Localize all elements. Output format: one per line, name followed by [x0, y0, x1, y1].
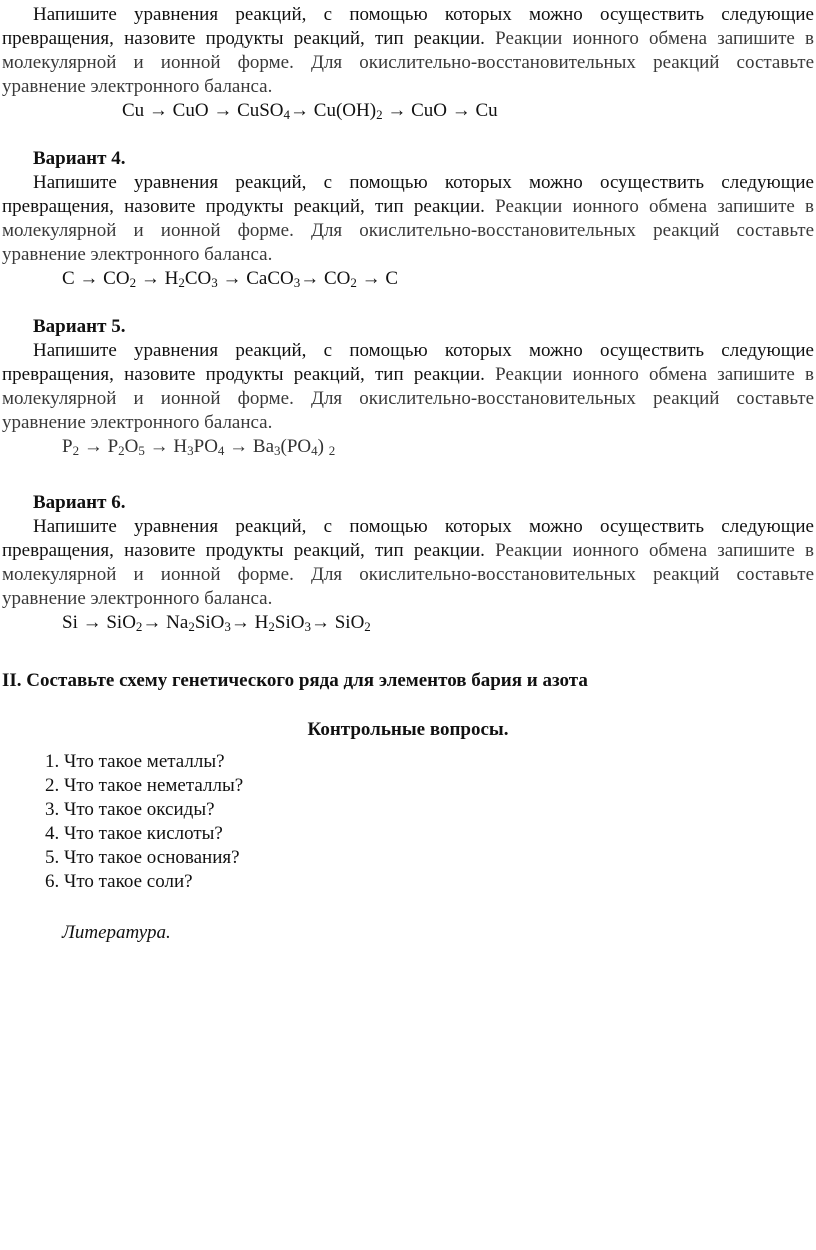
variant-section [2, 147, 814, 291]
question-item: 1. Что такое металлы? [64, 750, 814, 774]
formula-text: → Cu(OH) [290, 100, 377, 121]
formula-text: CO [184, 268, 212, 289]
variant-instructions [2, 171, 814, 267]
formula-text: → CaCO [217, 268, 294, 289]
formula-text: → H [144, 436, 188, 457]
question-item: 2. Что такое неметаллы? [64, 774, 814, 798]
formula-text: (PO [280, 436, 312, 457]
formula-text: ) [317, 436, 329, 457]
formula-text: → H [230, 612, 269, 633]
variant-heading: Вариант 5. [33, 316, 126, 337]
formula-text: → P [79, 436, 119, 457]
variant-formula [2, 611, 814, 635]
formula-text: PO [193, 436, 218, 457]
instruction-text-secondary: Реакции ионного обмена запишите в молекулярной и ионной форме. Для окислительно-восстановительных реакций составьте уравнение электронного баланса. [2, 364, 814, 433]
formula-subscript: 2 [118, 443, 125, 458]
instruction-text-secondary: Реакции ионного обмена запишите в молекулярной и ионной форме. Для окислительно-восстановительных реакций составьте уравнение электронного баланса. [2, 28, 814, 97]
instruction-text: Напишите уравнения реакций, с помощью которых можно осуществить следующие превращения, назовите продукты реакций, тип реакции. [2, 4, 814, 49]
formula-subscript: 4 [311, 443, 318, 458]
formula-subscript: 3 [293, 275, 301, 290]
formula-text: Si → SiO [62, 612, 136, 633]
formula-text: → SiO [310, 612, 365, 633]
instruction-text: Напишите уравнения реакций, с помощью которых можно осуществить следующие превращения, назовите продукты реакций, тип реакции. [2, 172, 814, 217]
formula-subscript: 5 [138, 443, 145, 458]
formula-subscript: 3 [304, 619, 311, 634]
instruction-text: Напишите уравнения реакций, с помощью которых можно осуществить следующие превращения, назовите продукты реакций, тип реакции. [2, 516, 814, 561]
variant-formula [2, 267, 814, 291]
instruction-text-secondary: Реакции ионного обмена запишите в молекулярной и ионной форме. Для окислительно-восстановительных реакций составьте уравнение электронного баланса. [2, 540, 814, 609]
instruction-text-secondary: Реакции ионного обмена запишите в молекулярной и ионной форме. Для окислительно-восстановительных реакций составьте уравнение электронного баланса. [2, 196, 814, 265]
formula-subscript: 4 [283, 107, 291, 122]
variant-heading: Вариант 4. [33, 148, 126, 169]
intro-paragraph [2, 3, 814, 99]
formula-subscript: 2 [135, 619, 143, 634]
question-item: 5. Что такое основания? [64, 846, 814, 870]
formula-subscript: 3 [187, 443, 194, 458]
variant-heading: Вариант 6. [33, 492, 126, 513]
variant-instructions [2, 515, 814, 611]
variant-formula [2, 435, 814, 459]
variant-section [2, 315, 814, 459]
formula-text: → C [356, 268, 399, 289]
formula-subscript: 2 [72, 443, 80, 458]
formula-text: C → CO [62, 268, 130, 289]
formula-subscript: 2 [178, 275, 185, 290]
intro-formula [2, 99, 814, 123]
section-2-heading: II. Составьте схему генетического ряда для элементов бария и азота [2, 670, 588, 691]
formula-subscript: 2 [129, 275, 137, 290]
questions-list [2, 750, 814, 894]
formula-subscript: 2 [376, 107, 383, 122]
literature-heading: Литература. [62, 922, 171, 943]
formula-subscript: 2 [188, 619, 195, 634]
formula-text: SiO [274, 612, 305, 633]
formula-text: → Na [142, 612, 189, 633]
formula-subscript: 2 [328, 443, 336, 458]
variant-section [2, 491, 814, 635]
question-item: 3. Что такое оксиды? [64, 798, 814, 822]
question-item: 4. Что такое кислоты? [64, 822, 814, 846]
formula-text: P [62, 436, 73, 457]
formula-text: → CuO → Cu [382, 100, 498, 121]
formula-text: → Ba [224, 436, 275, 457]
formula-subscript: 3 [211, 275, 218, 290]
instruction-text: Напишите уравнения реакций, с помощью которых можно осуществить следующие превращения, назовите продукты реакций, тип реакции. [2, 340, 814, 385]
formula-text: O [124, 436, 139, 457]
formula-subscript: 2 [268, 619, 275, 634]
formula-subscript: 3 [224, 619, 231, 634]
formula-subscript: 4 [217, 443, 225, 458]
formula-subscript: 3 [274, 443, 281, 458]
formula-text: → H [136, 268, 179, 289]
variant-instructions [2, 339, 814, 435]
formula-text: → CO [300, 268, 351, 289]
questions-title: Контрольные вопросы. [307, 719, 509, 740]
question-item: 6. Что такое соли? [64, 870, 814, 894]
formula-subscript: 2 [350, 275, 357, 290]
formula-text: SiO [194, 612, 225, 633]
formula-subscript: 2 [364, 619, 371, 634]
formula-text: Cu → CuO → CuSO [122, 100, 284, 121]
